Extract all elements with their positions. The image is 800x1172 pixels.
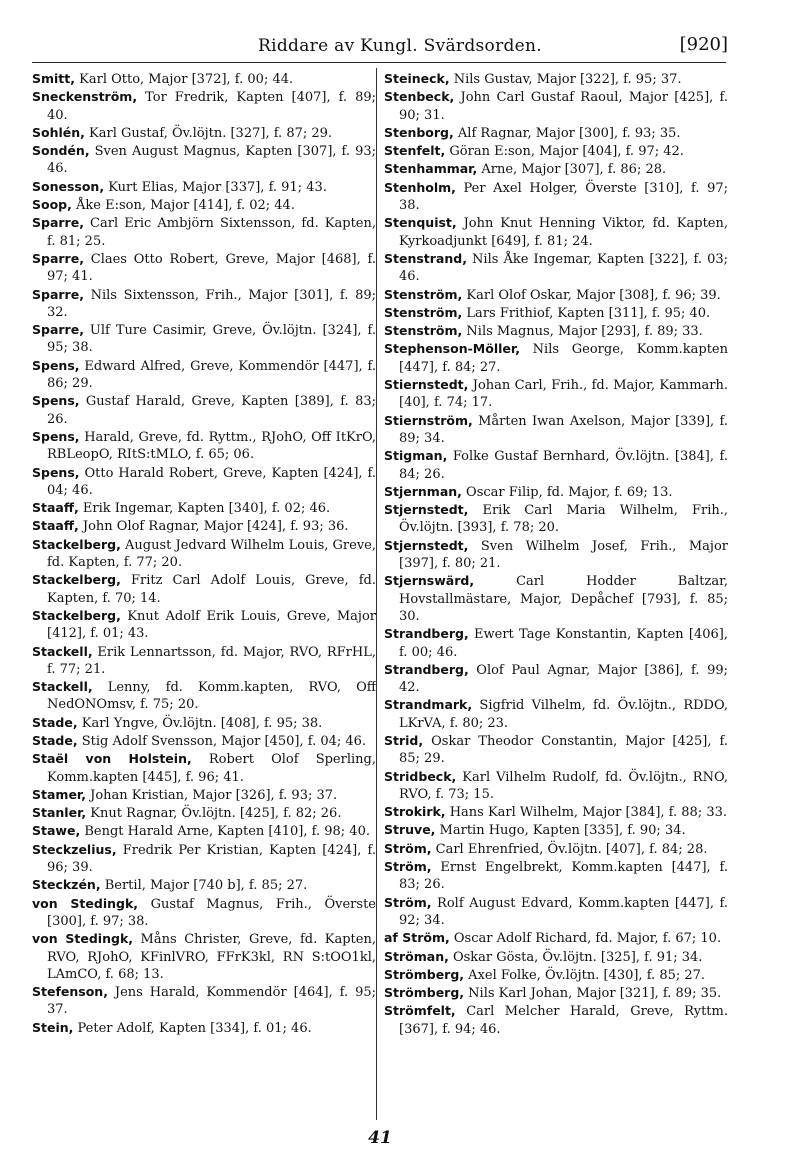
register-entry	[384, 625, 728, 661]
entry-details: Göran E:son, Major [404], f. 97; 42.	[445, 144, 684, 160]
entry-surname: Stiernstedt,	[384, 377, 469, 393]
page-number: [920]	[679, 34, 728, 55]
entry-surname: Stenfelt,	[384, 143, 446, 159]
register-entry	[384, 179, 728, 215]
register-entry	[384, 142, 728, 160]
entry-details: Kurt Elias, Major [337], f. 91; 43.	[104, 179, 327, 195]
entry-details: Harald, Greve, fd. Ryttm., RJohO, Off ItKrO, RBLeopO, RItS:tMLO, f. 65; 06.	[47, 429, 376, 463]
entry-surname: von Stedingk,	[32, 931, 133, 947]
entry-details: Karl Yngve, Öv.löjtn. [408], f. 95; 38.	[77, 715, 323, 731]
register-entry	[384, 821, 728, 839]
entry-details: Claes Otto Robert, Greve, Major [468], f. 97; 41.	[47, 251, 376, 285]
entry-details: Peter Adolf, Kapten [334], f. 01; 46.	[73, 1020, 312, 1036]
entry-details: Lars Frithiof, Kapten [311], f. 95; 40.	[462, 305, 711, 321]
entry-details: Arne, Major [307], f. 86; 28.	[477, 162, 667, 178]
register-entry	[384, 537, 728, 573]
entry-details: Nils George, Komm.kapten [447], f. 84; 27.	[399, 342, 728, 375]
folio-number: 41	[368, 1128, 392, 1148]
entry-surname: Sparre,	[32, 215, 84, 231]
register-entry	[32, 732, 376, 750]
entry-details: Erik Lennartsson, fd. Major, RVO, RFrHL, f. 77; 21.	[47, 644, 376, 677]
entry-details: Tor Fredrik, Kapten [407], f. 89; 40.	[47, 90, 376, 123]
register-entry	[384, 376, 728, 412]
entry-surname: Staaff,	[32, 518, 79, 534]
register-entry	[384, 340, 728, 376]
register-entry	[32, 142, 376, 178]
register-entry	[32, 804, 376, 822]
register-entry	[384, 250, 728, 286]
register-entry	[32, 822, 376, 840]
register-entry	[32, 88, 376, 124]
register-entry	[32, 178, 376, 196]
entry-surname: Ström,	[384, 859, 432, 875]
entry-details: Johan Carl, Frih., fd. Major, Kammarh. [40], f. 74; 17.	[399, 378, 728, 411]
entry-surname: Stackelberg,	[32, 572, 121, 588]
entry-surname: Stanler,	[32, 805, 87, 821]
entry-details: Oskar Gösta, Öv.löjtn. [325], f. 91; 34.	[448, 949, 703, 965]
entry-surname: Stawe,	[32, 823, 81, 839]
register-entry	[32, 714, 376, 732]
entry-surname: Staaff,	[32, 500, 79, 516]
entry-details: August Jedvard Wilhelm Louis, Greve, fd. Kapten, f. 77; 20.	[47, 537, 376, 571]
register-entry	[384, 304, 728, 322]
entry-surname: Steineck,	[384, 71, 450, 86]
register-entry	[384, 322, 728, 340]
entry-surname: Stjernstedt,	[384, 537, 469, 553]
register-entry	[32, 214, 376, 250]
entry-surname: Stjernswärd,	[384, 573, 475, 589]
entry-details: Bengt Harald Arne, Kapten [410], f. 98; 40.	[80, 824, 370, 840]
entry-surname: Stamer,	[32, 786, 86, 802]
entry-details: Oscar Adolf Richard, fd. Major, f. 67; 10.	[449, 931, 722, 947]
register-entry	[384, 732, 728, 768]
entry-details: Knut Ragnar, Öv.löjtn. [425], f. 82; 26.	[86, 806, 342, 822]
entry-details: Ulf Ture Casimir, Greve, Öv.löjtn. [324], f. 95; 38.	[47, 323, 376, 356]
entry-surname: Stefenson,	[32, 984, 108, 1000]
entry-details: Karl Vilhelm Rudolf, fd. Öv.löjtn., RNO, RVO, f. 73; 15.	[399, 769, 728, 802]
entry-surname: Strid,	[384, 732, 424, 748]
entry-details: Nils Karl Johan, Major [321], f. 89; 35.	[464, 986, 722, 1002]
register-entry	[384, 412, 728, 448]
register-entry	[32, 983, 376, 1019]
entry-details: Bertil, Major [740 b], f. 85; 27.	[100, 878, 308, 894]
register-entry	[384, 214, 728, 250]
entry-details: Fritz Carl Adolf Louis, Greve, fd. Kapten, f. 70; 14.	[47, 573, 376, 606]
entry-surname: Stackell,	[32, 643, 93, 659]
entry-details: Nils Gustav, Major [322], f. 95; 37.	[449, 72, 682, 87]
entry-surname: Ström,	[384, 840, 432, 856]
entry-details: Sven Wilhelm Josef, Frih., Major [397], f. 80; 21.	[399, 538, 728, 572]
entry-details: Stig Adolf Svensson, Major [450], f. 04; 46.	[77, 733, 367, 749]
entry-surname: Strandberg,	[384, 661, 469, 677]
register-entry	[384, 929, 728, 947]
entry-details: Ernst Engelbrekt, Komm.kapten [447], f. 83; 26.	[399, 860, 728, 893]
entry-details: Rolf August Edvard, Komm.kapten [447], f. 92; 34.	[399, 895, 728, 928]
entry-surname: Spens,	[32, 464, 80, 480]
entry-surname: Sparre,	[32, 286, 84, 302]
entry-details: Per Axel Holger, Överste [310], f. 97; 38.	[399, 180, 728, 214]
entry-details: Gustaf Harald, Greve, Kapten [389], f. 83; 26.	[47, 394, 376, 427]
entry-details: Åke E:son, Major [414], f. 02; 44.	[71, 198, 295, 214]
register-entry	[384, 1002, 728, 1038]
entry-details: Johan Kristian, Major [326], f. 93; 37.	[86, 787, 338, 803]
register-entry	[384, 858, 728, 894]
entry-surname: Stiernström,	[384, 412, 473, 428]
entry-surname: Stenström,	[384, 286, 463, 302]
register-entry	[32, 428, 376, 464]
entry-surname: Sonesson,	[32, 178, 105, 194]
register-entry	[32, 895, 376, 931]
entry-surname: Stenholm,	[384, 179, 456, 195]
register-entry	[32, 1019, 376, 1037]
entry-surname: Strandberg,	[384, 626, 469, 642]
register-entry	[32, 70, 376, 88]
register-entry	[384, 124, 728, 142]
entry-details: Karl Gustaf, Öv.löjtn. [327], f. 87; 29.	[84, 125, 333, 141]
register-entry	[384, 966, 728, 984]
entry-surname: Spens,	[32, 393, 80, 409]
entry-details: Hans Karl Wilhelm, Major [384], f. 88; 33.	[445, 805, 728, 821]
register-entry	[32, 124, 376, 142]
entry-surname: Stade,	[32, 732, 78, 748]
entry-details: Oscar Filip, fd. Major, f. 69; 13.	[461, 484, 673, 500]
register-entry	[384, 840, 728, 858]
register-entry	[384, 286, 728, 304]
entry-details: John Carl Gustaf Raoul, Major [425], f. 90; 31.	[399, 90, 728, 123]
entry-surname: Stackelberg,	[32, 536, 121, 552]
entry-details: Carl Eric Ambjörn Sixtensson, fd. Kapten, f. 81; 25.	[47, 216, 376, 249]
entry-details: Alf Ragnar, Major [300], f. 93; 35.	[453, 125, 681, 141]
register-entry	[384, 948, 728, 966]
register-entry	[32, 876, 376, 894]
register-entry	[32, 517, 376, 535]
register-entry	[32, 536, 376, 572]
entry-details: Lenny, fd. Komm.kapten, RVO, Off NedONOmsv, f. 75; 20.	[47, 680, 376, 713]
entry-surname: Strokirk,	[384, 804, 446, 820]
register-entry	[32, 321, 376, 357]
entry-details: John Olof Ragnar, Major [424], f. 93; 36.	[78, 519, 349, 535]
register-entry	[32, 607, 376, 643]
entry-details: Erik Ingemar, Kapten [340], f. 02; 46.	[78, 501, 331, 517]
register-entry	[32, 392, 376, 428]
register-entry	[32, 786, 376, 804]
entry-surname: Stenhammar,	[384, 161, 478, 177]
entry-details: Ewert Tage Konstantin, Kapten [406], f. 00; 46.	[399, 627, 728, 660]
entry-surname: Sparre,	[32, 250, 84, 266]
entry-surname: Stenquist,	[384, 215, 457, 231]
running-title: Riddare av Kungl. Svärdsorden.	[258, 36, 542, 56]
register-entry	[384, 661, 728, 697]
entry-details: Gustaf Magnus, Frih., Överste [300], f. 97; 38.	[47, 896, 376, 929]
column-divider	[376, 68, 377, 1120]
entry-details: Martin Hugo, Kapten [335], f. 90; 34.	[435, 823, 686, 839]
entry-surname: Stade,	[32, 714, 78, 730]
entry-details: Axel Folke, Öv.löjtn. [430], f. 85; 27.	[464, 967, 706, 983]
header-rule	[32, 62, 726, 63]
register-entry	[32, 286, 376, 322]
register-entry	[384, 160, 728, 178]
entry-details: Otto Harald Robert, Greve, Kapten [424], f. 04; 46.	[47, 465, 376, 498]
entry-details: Fredrik Per Kristian, Kapten [424], f. 96; 39.	[47, 842, 376, 876]
entry-surname: Steckzelius,	[32, 841, 117, 857]
entry-details: Edward Alfred, Greve, Kommendör [447], f. 86; 29.	[47, 358, 376, 392]
entry-details: John Knut Henning Viktor, fd. Kapten, Kyrkoadjunkt [649], f. 81; 24.	[399, 216, 728, 249]
entry-surname: Stephenson-Möller,	[384, 341, 520, 357]
entry-details: Jens Harald, Kommendör [464], f. 95; 37.	[47, 985, 376, 1018]
entry-surname: Ströman,	[384, 948, 449, 964]
entry-surname: Stjernman,	[384, 483, 462, 499]
entry-surname: Strömberg,	[384, 985, 465, 1001]
entry-details: Måns Christer, Greve, fd. Kapten, RVO, RJohO, KFinlVRO, FFrK3kl, RN S:tOO1kl, LAmCO, f. 68; 13.	[47, 932, 376, 982]
register-entry	[384, 501, 728, 537]
register-entry	[32, 678, 376, 714]
entry-surname: Struve,	[384, 822, 436, 838]
entry-surname: Stridbeck,	[384, 768, 457, 784]
entry-details: Sigfrid Vilhelm, fd. Öv.löjtn., RDDO, LKrVA, f. 80; 23.	[399, 698, 728, 731]
register-entry	[384, 88, 728, 124]
register-entry	[32, 750, 376, 786]
left-column	[32, 70, 376, 1037]
entry-surname: Stjernstedt,	[384, 502, 469, 518]
register-entry	[32, 841, 376, 877]
entry-surname: Stackelberg,	[32, 607, 121, 623]
entry-surname: Ström,	[384, 894, 432, 910]
entry-details: Folke Gustaf Bernhard, Öv.löjtn. [384], f. 84; 26.	[399, 449, 728, 482]
register-entry	[32, 464, 376, 500]
entry-surname: Stenborg,	[384, 124, 454, 140]
entry-surname: Stigman,	[384, 448, 448, 464]
entry-details: Karl Otto, Major [372], f. 00; 44.	[75, 72, 294, 87]
entry-details: Carl Ehrenfried, Öv.löjtn. [407], f. 84; 28.	[431, 841, 708, 857]
register-entry	[384, 572, 728, 625]
register-entry	[384, 696, 728, 732]
right-column	[384, 70, 728, 1038]
entry-details: Nils Åke Ingemar, Kapten [322], f. 03; 46.	[399, 251, 728, 285]
entry-details: Nils Sixtensson, Frih., Major [301], f. 89; 32.	[47, 287, 376, 320]
page-header	[0, 32, 800, 60]
entry-surname: Stenbeck,	[384, 89, 455, 105]
entry-surname: Spens,	[32, 428, 80, 444]
register-entry	[384, 483, 728, 501]
entry-surname: Sohlén,	[32, 124, 85, 140]
register-entry	[32, 357, 376, 393]
entry-surname: Smitt,	[32, 71, 76, 86]
entry-surname: Strandmark,	[384, 697, 473, 713]
entry-surname: Stackell,	[32, 679, 93, 695]
entry-surname: Stenström,	[384, 304, 463, 320]
register-entry	[384, 447, 728, 483]
entry-details: Erik Carl Maria Wilhelm, Frih., Öv.löjtn. [393], f. 78; 20.	[399, 503, 728, 536]
register-entry	[32, 499, 376, 517]
register-entry	[32, 643, 376, 679]
register-entry	[384, 768, 728, 804]
entry-surname: Soop,	[32, 197, 72, 213]
entry-details: Sven August Magnus, Kapten [307], f. 93; 46.	[47, 144, 376, 177]
entry-details: Mårten Iwan Axelson, Major [339], f. 89; 34.	[399, 413, 728, 446]
entry-surname: Staël von Holstein,	[32, 751, 192, 767]
entry-surname: af Ström,	[384, 930, 450, 946]
entry-details: Olof Paul Agnar, Major [386], f. 99; 42.	[399, 662, 728, 696]
entry-details: Robert Olof Sperling, Komm.kapten [445], f. 96; 41.	[47, 752, 376, 785]
entry-surname: Steckzén,	[32, 877, 101, 893]
entry-surname: Stenstrand,	[384, 250, 467, 266]
entry-details: Karl Olof Oskar, Major [308], f. 96; 39.	[462, 287, 721, 303]
entry-surname: von Stedingk,	[32, 895, 139, 911]
entry-surname: Sneckenström,	[32, 89, 138, 105]
register-entry	[32, 571, 376, 607]
entry-surname: Spens,	[32, 357, 80, 373]
entry-surname: Stenström,	[384, 323, 463, 339]
entry-surname: Sondén,	[32, 143, 90, 159]
entry-surname: Strömfelt,	[384, 1003, 456, 1019]
register-entry	[32, 930, 376, 983]
entry-details: Knut Adolf Erik Louis, Greve, Major [412], f. 01; 43.	[47, 608, 376, 642]
register-entry	[384, 70, 728, 88]
register-entry	[32, 250, 376, 286]
register-entry	[384, 803, 728, 821]
register-entry	[32, 196, 376, 214]
entry-details: Oskar Theodor Constantin, Major [425], f. 85; 29.	[399, 733, 728, 767]
entry-surname: Stein,	[32, 1019, 74, 1035]
entry-details: Carl Melcher Harald, Greve, Ryttm. [367], f. 94; 46.	[399, 1004, 728, 1037]
entry-surname: Sparre,	[32, 322, 84, 338]
entry-details: Carl Hodder Baltzar, Hovstallmästare, Major, Depåchef [793], f. 85; 30.	[399, 574, 728, 624]
entry-details: Nils Magnus, Major [293], f. 89; 33.	[462, 324, 703, 340]
entry-surname: Strömberg,	[384, 966, 465, 982]
register-entry	[384, 894, 728, 930]
register-entry	[384, 984, 728, 1002]
